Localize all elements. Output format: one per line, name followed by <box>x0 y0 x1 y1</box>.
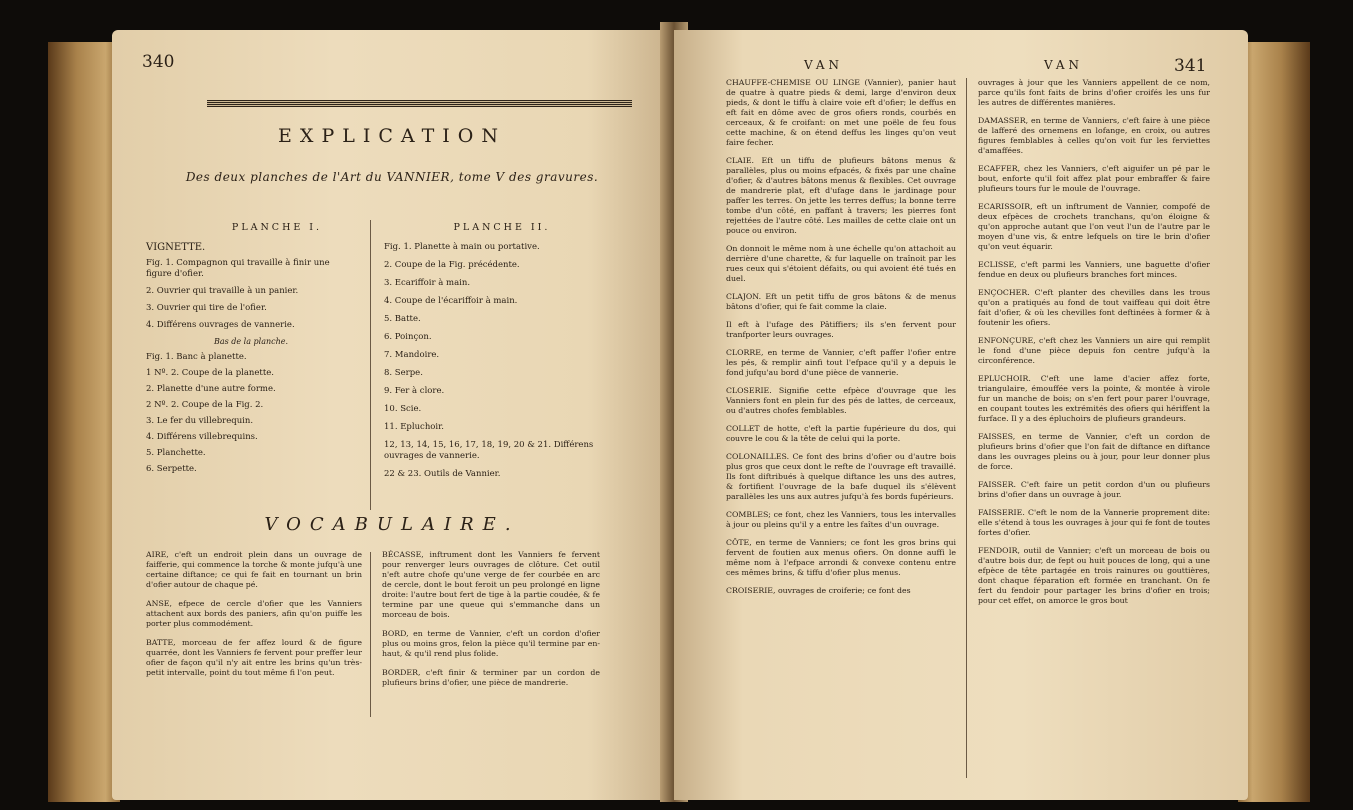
list-item: 22 & 23. Outils de Vannier. <box>384 469 501 479</box>
list-item: 2 Nº. 2. Coupe de la Fig. 2. <box>146 400 264 410</box>
list-item: 12, 13, 14, 15, 16, 17, 18, 19, 20 & 21. Différens ouvrages de vannerie. <box>384 440 594 461</box>
list-item: 3. Ecariffoir à main. <box>384 278 471 288</box>
dictionary-entry: COMBLES; ce font, chez les Vanniers, tous les intervalles à jour ou pleins qu'il y a entre les faîtes d'un ouvrage. <box>726 510 956 529</box>
ornamental-rule <box>207 100 632 107</box>
dictionary-entry: CLOSERIE. Signifie cette efpèce d'ouvrage que les Vanniers font en plein fur des pés de lattes, de cerceaux, ou d'autres chofes femblables. <box>726 386 956 415</box>
running-head-left: VAN <box>804 58 844 72</box>
list-item: 6. Poinçon. <box>384 332 432 342</box>
list-item: 2. Coupe de la Fig. précédente. <box>384 260 520 270</box>
list-item: 2. Planette d'une autre forme. <box>146 384 276 394</box>
dictionary-entry: CHAUFFE-CHEMISE OU LINGE (Vannier), panier haut de quatre à quatre pieds & demi, large d'environ deux pieds, & dont le tiffu à claire voie eft d'ofier; le deffus en eft fait en dôme avec de gros ofiers ronds, courbés en cerceaux, & fe croifant: on met une poële de feu fous cette machine, & on étend deffus les linges qu'on veut faire fecher. <box>726 78 956 147</box>
dictionary-entry: ENÇOCHER. C'eft planter des chevilles dans les trous qu'on a pratiqués au fond de tout vaiffeau qui doit être fait d'ofier, & où les chevilles font deftinées à former & à foutenir les ofiers. <box>978 288 1210 327</box>
list-item: 9. Fer à clore. <box>384 386 445 396</box>
dictionary-column-1 <box>726 78 956 604</box>
page-subtitle: Des deux planches de l'Art du VANNIER, tome V des gravures. <box>185 170 599 184</box>
list-item: 4. Différens villebrequins. <box>146 432 258 442</box>
planche1-list <box>146 258 356 480</box>
dictionary-entry: CÔTE, en terme de Vanniers; ce font les gros brins qui fervent de foutien aux menus ofiers. On donne auffi le même nom à l'efpace arrondi & convexe contenu entre ces mêmes brins, & tiffu d'ofier plus menus. <box>726 538 956 577</box>
dictionary-entry: FENDOIR, outil de Vannier; c'eft un morceau de bois ou d'autre bois dur, de fept ou huit pouces de long, qui a une efpèce de tête partagée en trois rainures ou gouttières, dont chaque féparation eft formée en tranchant. On fe fert du fendoir pour partager les brins d'ofier en trois; pour cet effet, on amorce le gros bout <box>978 546 1210 605</box>
list-item: 4. Différens ouvrages de vannerie. <box>146 320 295 330</box>
column-divider <box>370 552 371 717</box>
dictionary-entry: COLLET de hotte, c'eft la partie fupérieure du dos, qui couvre le cou & la tête de celui qui la porte. <box>726 424 956 443</box>
dictionary-entry: ECARISSOIR, eft un inftrument de Vannier, compofé de deux efpèces de crochets tranchans, qu'on éloigne & qu'on approche autant que l'on veut l'un de l'autre par le moyen d'une vis, & entre lefquels on tire le brin d'ofier qu'on veut équarir. <box>978 202 1210 251</box>
planche2-heading: PLANCHE II. <box>453 222 551 233</box>
dictionary-entry: DAMASSER, en terme de Vanniers, c'eft faire à une pièce de lafferé des ornemens en lofange, en croix, ou autres figures femblables à celles qu'on voit fur les ferviettes d'amaffées. <box>978 116 1210 155</box>
dictionary-entry: ENFONÇURE, c'eft chez les Vanniers un aire qui remplit le fond d'une pièce depuis fon centre jufqu'à la circonférence. <box>978 336 1210 365</box>
vocabulaire-heading: VOCABULAIRE. <box>264 514 520 535</box>
vocabulary-entry: BORDER, c'eft finir & terminer par un cordon de plufieurs brins d'ofier, une pièce de mandrerie. <box>382 668 600 687</box>
dictionary-entry: COLONAILLES. Ce font des brins d'ofier ou d'autre bois plus gros que ceux dont le refte de l'ouvrage eft travaillé. Ils font diftribués à quelque diftance les uns des autres, & fortifient l'ouvrage de la bafe duquel ils s'élèvent parallèles les uns aux autres jufqu'à fes bords fupérieurs. <box>726 452 956 501</box>
page-title: EXPLICATION <box>278 125 506 147</box>
list-item: Fig. 1. Banc à planette. <box>146 352 247 362</box>
page-number-left: 340 <box>142 52 175 72</box>
list-item: 7. Mandoire. <box>384 350 440 360</box>
left-page-edges <box>48 42 120 802</box>
dictionary-entry: ECAFFER, chez les Vanniers, c'eft aiguifer un pé par le bout, enforte qu'il foit affez plat pour embraffer & faire plufieurs tours fur le moule de l'ouvrage. <box>978 164 1210 193</box>
dictionary-entry: Il eft à l'ufage des Pâtiffiers; ils s'en fervent pour tranfporter leurs ouvrages. <box>726 320 956 339</box>
list-item: 5. Batte. <box>384 314 421 324</box>
vocabulary-entry: BÉCASSE, inftrument dont les Vanniers fe fervent pour renverger leurs ouvrages de clôture. Cet outil n'eft autre chofe qu'une verge de fer courbée en arc de cercle, dont le bout feroit un peu prolongé en ligne droite: l'autre bout fert de tige à la partie coudée, & fe termine par une queue qui s'emmanche dans un morceau de bois. <box>382 550 600 619</box>
list-item: 1 Nº. 2. Coupe de la planette. <box>146 368 274 378</box>
list-item: 3. Ouvrier qui tire de l'ofier. <box>146 303 267 313</box>
dictionary-entry: CLAIE. Eft un tiffu de plufieurs bâtons menus & parallèles, plus ou moins efpacés, & fixés par une chaîne d'ofier, & d'autres bâtons menus & flexibles. Cet ouvrage de mandrerie plat, eft d'ufage dans le jardinage pour paffer les terres. On jette les terres deffus; la bonne terre tombe d'un côté, en paffant à travers; les pierres font rejettées de l'autre côté. Les mailles de cette claie ont un pouce ou environ. <box>726 156 956 235</box>
vocabulary-entry: BORD, en terme de Vannier, c'eft un cordon d'ofier plus ou moins gros, felon la pièce qu'il termine par en-haut, & qu'il rend plus folide. <box>382 629 600 658</box>
right-page <box>674 30 1248 800</box>
list-item: 11. Epluchoir. <box>384 422 444 432</box>
planche2-list <box>384 242 634 487</box>
list-item: 4. Coupe de l'écariffoir à main. <box>384 296 518 306</box>
list-item: 3. Le fer du villebrequin. <box>146 416 254 426</box>
column-divider <box>966 78 967 778</box>
vocabulary-column-1 <box>146 550 362 687</box>
dictionary-entry: EPLUCHOIR. C'eft une lame d'acier affez forte, triangulaire, émouffée vers la pointe, & montée à virole fur un manche de bois; on s'en fert pour parer l'ouvrage, en coupant toutes les extrémités des ofiers qui hériffent la furface. Il y a des épluchoirs de plufieurs grandeurs. <box>978 374 1210 423</box>
planche1-heading: PLANCHE I. <box>231 222 323 233</box>
list-item: 6. Serpette. <box>146 464 197 474</box>
vocabulary-column-2 <box>382 550 600 697</box>
list-item: Fig. 1. Planette à main ou portative. <box>384 242 540 252</box>
vocabulary-entry: BATTE, morceau de fer affez lourd & de figure quarrée, dont les Vanniers fe fervent pour preffer leur ofier de façon qu'il n'y ait entre les brins qu'un très-petit intervalle, point du tout même fi l'on peut. <box>146 638 362 677</box>
vignette-heading: VIGNETTE. <box>146 242 206 253</box>
left-page <box>112 30 672 800</box>
dictionary-entry: ECLISSE, c'eft parmi les Vanniers, une baguette d'ofier fendue en deux ou plufieurs branches fort minces. <box>978 260 1210 279</box>
vocabulary-entry: ANSE, efpece de cercle d'ofier que les Vanniers attachent aux bords des paniers, afin qu'on puiffe les porter plus commodément. <box>146 599 362 628</box>
list-item: Fig. 1. Compagnon qui travaille à finir une figure d'ofier. <box>146 258 330 279</box>
dictionary-entry: FAISSES, en terme de Vannier, c'eft un cordon de plufieurs brins d'ofier que l'on fait de diftance en diftance dans les ouvrages pleins ou à jour, pour leur donner plus de force. <box>978 432 1210 471</box>
dictionary-entry: ouvrages à jour que les Vanniers appellent de ce nom, parce qu'ils font faits de brins d'ofier croifés les uns fur les autres de différentes manières. <box>978 78 1210 107</box>
dictionary-entry: CROISERIE, ouvrages de croiferie; ce font des <box>726 586 911 595</box>
open-book <box>48 12 1310 802</box>
list-item: 5. Planchette. <box>146 448 206 458</box>
list-item: 10. Scie. <box>384 404 422 414</box>
bas-heading: Bas de la planche. <box>213 337 289 346</box>
dictionary-column-2 <box>978 78 1210 614</box>
dictionary-entry: CLAJON. Eft un petit tiffu de gros bâtons & de menus bâtons d'ofier, qui fe fait comme la claie. <box>726 292 956 311</box>
dictionary-entry: FAISSER. C'eft faire un petit cordon d'un ou plufieurs brins d'ofier dans un ouvrage à jour. <box>978 480 1210 499</box>
running-head-right: VAN <box>1044 58 1084 72</box>
dictionary-entry: CLORRE, en terme de Vannier, c'eft paffer l'ofier entre les pés, & remplir ainfi tout l'efpace qu'il y a depuis le fond jufqu'au bord d'une pièce de vannerie. <box>726 348 956 377</box>
list-item: 2. Ouvrier qui travaille à un panier. <box>146 286 299 296</box>
vocabulary-entry: AIRE, c'eft un endroit plein dans un ouvrage de faifferie, qui commence la torche & monte jufqu'à une certaine diftance; ce qui fe fait en tournant un brin d'ofier autour de chaque pé. <box>146 550 362 589</box>
column-divider <box>370 220 371 510</box>
list-item: 8. Serpe. <box>384 368 423 378</box>
dictionary-entry: FAISSERIE. C'eft le nom de la Vannerie proprement dite: elle s'étend à tous les ouvrages à jour qui fe font de toutes fortes d'ofier. <box>978 508 1210 537</box>
page-number-right: 341 <box>1174 56 1207 76</box>
right-page-edges <box>1238 42 1310 802</box>
dictionary-entry: On donnoit le même nom à une échelle qu'on attachoit au derrière d'une charette, & fur laquelle on traînoit par les rues ceux qui s'étoient défaits, ou qui avoient été tués en duel. <box>726 244 956 283</box>
